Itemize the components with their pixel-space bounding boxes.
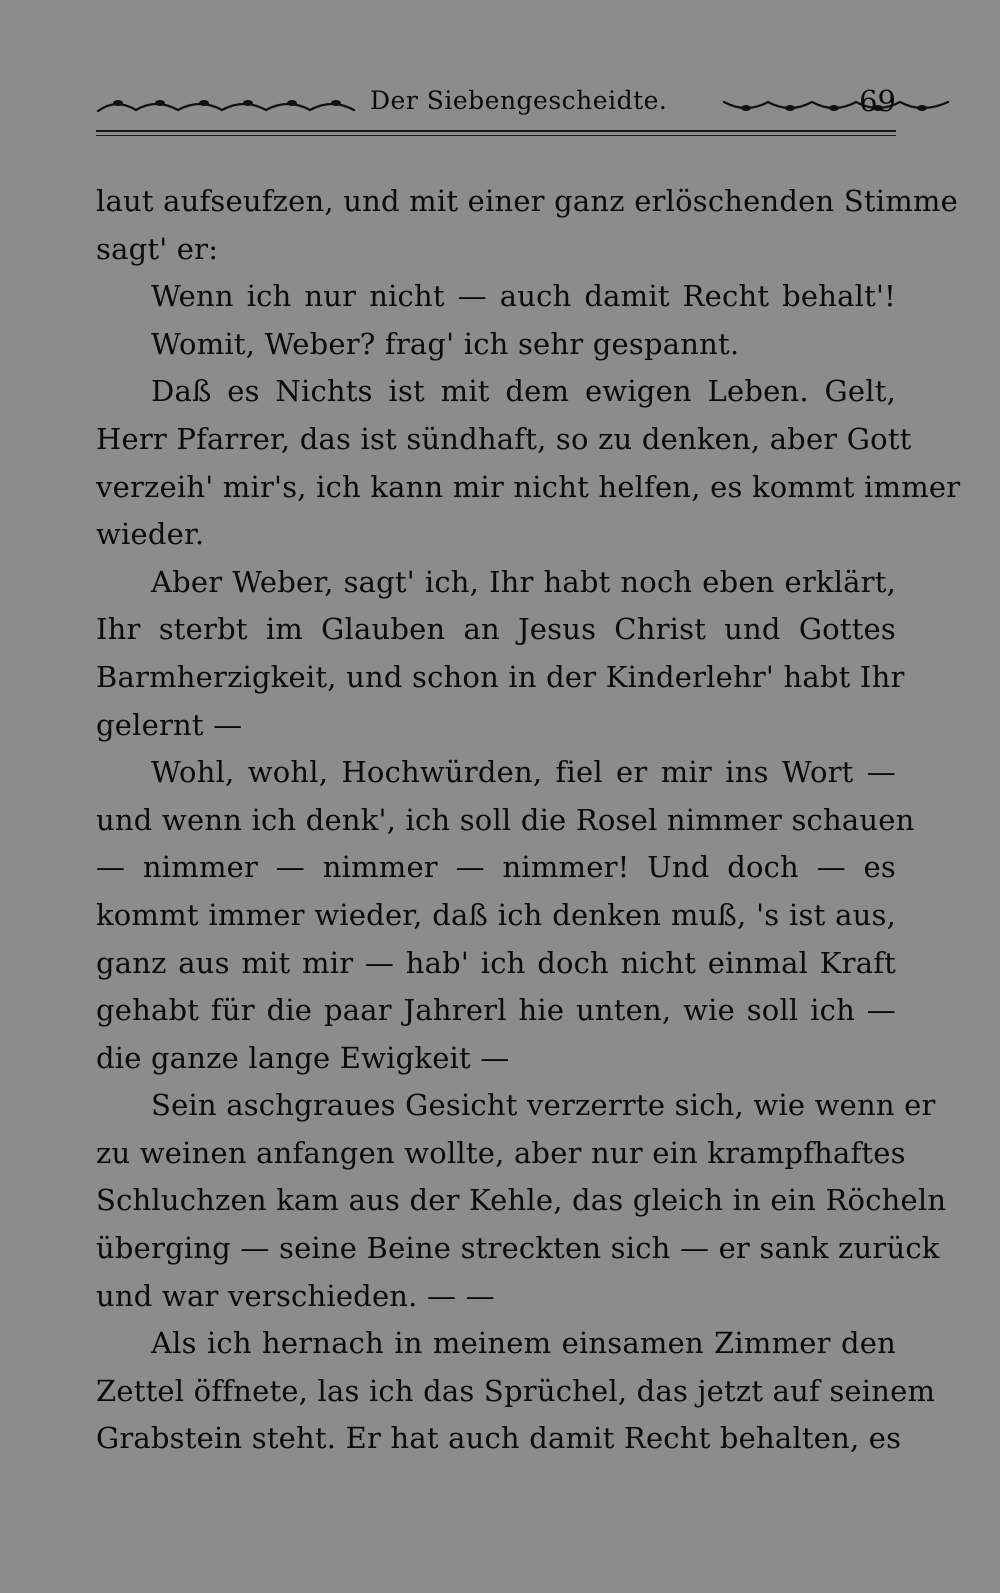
text-line: Aber Weber, sagt' ich, Ihr habt noch eben erklärt,	[151, 564, 896, 599]
text-line: Ihr sterbt im Glauben an Jesus Christ und Gottes	[96, 612, 896, 647]
text-line: Grabstein steht. Er hat auch damit Recht behalten, es	[96, 1421, 902, 1456]
text-line: Barmherzigkeit, und schon in der Kinderlehr' habt Ihr	[96, 659, 905, 694]
header-rule	[96, 130, 896, 132]
text-line: ganz aus mit mir — hab' ich doch nicht einmal Kraft	[96, 945, 896, 980]
header-rule-thin	[96, 135, 896, 136]
text-line: Wenn ich nur nicht — auch damit Recht behalt'!	[151, 279, 896, 314]
text-line: zu weinen anfangen wollte, aber nur ein krampfhaftes	[96, 1135, 906, 1170]
text-line: kommt immer wieder, daß ich denken muß, 's ist aus,	[96, 897, 896, 932]
text-line: Wohl, wohl, Hochwürden, fiel er mir ins Wort —	[151, 755, 896, 790]
right-vine-ornament-icon	[722, 94, 952, 116]
page-number: 69	[859, 84, 896, 118]
running-title: Der Siebengescheidte.	[370, 86, 668, 115]
text-line: und war verschieden. — —	[96, 1278, 495, 1313]
text-line: Als ich hernach in meinem einsamen Zimmer den	[151, 1326, 896, 1361]
text-line: sagt' er:	[96, 231, 219, 266]
body-text	[96, 178, 961, 1463]
text-line: Schluchzen kam aus der Kehle, das gleich in ein Röcheln	[96, 1183, 947, 1218]
text-line: gehabt für die paar Jahrerl hie unten, wie soll ich —	[96, 993, 896, 1028]
text-line: Sein aschgraues Gesicht verzerrte sich, wie wenn er	[151, 1088, 936, 1123]
text-line: überging — seine Beine streckten sich — er sank zurück	[96, 1231, 940, 1266]
text-line: die ganze lange Ewigkeit —	[96, 1040, 510, 1075]
running-header	[96, 82, 896, 122]
text-line: verzeih' mir's, ich kann mir nicht helfen, es kommt immer	[96, 469, 961, 504]
text-line: laut aufseufzen, und mit einer ganz erlöschenden Stimme	[96, 184, 958, 218]
left-vine-ornament-icon	[96, 94, 358, 116]
text-line: Womit, Weber? frag' ich sehr gespannt.	[151, 326, 740, 361]
text-line: Daß es Nichts ist mit dem ewigen Leben. Gelt,	[151, 374, 896, 409]
text-line: Herr Pfarrer, das ist sündhaft, so zu denken, aber Gott	[96, 421, 912, 456]
text-line: gelernt —	[96, 707, 243, 742]
text-line: und wenn ich denk', ich soll die Rosel nimmer schauen	[96, 802, 915, 837]
text-line: wieder.	[96, 517, 205, 552]
text-line: — nimmer — nimmer — nimmer! Und doch — es	[96, 850, 896, 885]
text-line: Zettel öffnete, las ich das Sprüchel, das jetzt auf seinem	[96, 1373, 936, 1408]
